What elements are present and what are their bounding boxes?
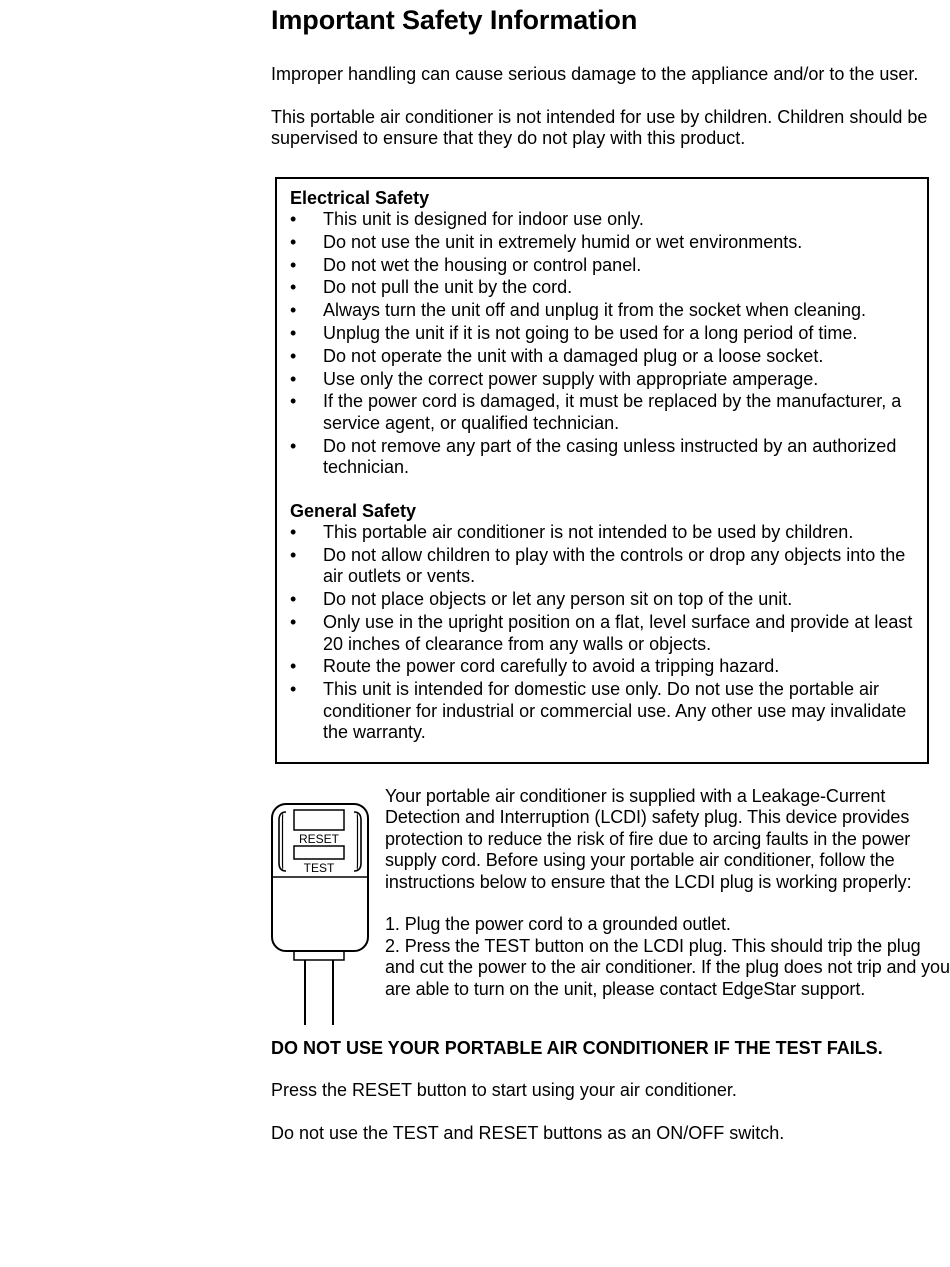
list-item <box>290 679 915 744</box>
bullet-icon: • <box>290 522 297 543</box>
list-item-text: Only use in the upright position on a flat, level surface and provide at least 20 inches of clearance from any walls or objects. <box>323 612 913 654</box>
lcdi-description: Your portable air conditioner is supplied with a Leakage-Current Detection and Interruption (LCDI) safety plug. This device provides protection to reduce the risk of fire due to arcing faults in the power supply cord. Before using your portable air conditioner, follow the instructions below to ensure that the LCDI plug is working properly: <box>385 785 912 892</box>
reset-note: Press the RESET button to start using your air conditioner. <box>271 1080 737 1101</box>
list-item-text: This portable air conditioner is not intended to be used by children. <box>323 522 854 543</box>
list-item-text: This unit is intended for domestic use only. Do not use the portable air conditioner for industrial or commercial use. Any other use may invalidate the warranty. <box>323 679 907 743</box>
test-label: TEST <box>303 860 335 875</box>
list-item <box>290 232 915 254</box>
list-item <box>290 656 915 678</box>
bullet-icon: • <box>290 345 297 366</box>
list-item-text: Do not wet the housing or control panel. <box>323 254 642 275</box>
intro-paragraph-2: This portable air conditioner is not intended for use by children. Children should be supervised to ensure that they do not play with this product. <box>271 106 928 148</box>
list-item-text: If the power cord is damaged, it must be replaced by the manufacturer, a service agent, or qualified technician. <box>323 391 902 433</box>
list-item <box>290 436 915 479</box>
general-safety-heading: General Safety <box>290 500 417 521</box>
bullet-icon: • <box>290 679 297 700</box>
list-item <box>290 255 915 277</box>
lcdi-step-2: 2. Press the TEST button on the LCDI plug. This should trip the plug and cut the power to the air conditioner. If the plug does not trip and you are able to turn on the unit, please contact EdgeStar support. <box>385 935 950 999</box>
list-item <box>290 391 915 434</box>
bullet-icon: • <box>290 589 297 610</box>
list-item <box>290 545 915 588</box>
bullet-icon: • <box>290 209 297 229</box>
list-item-text: Do not allow children to play with the controls or drop any objects into the air outlets or vents. <box>323 544 906 587</box>
bullet-icon: • <box>290 231 297 252</box>
reset-label: RESET <box>298 831 340 846</box>
bullet-icon: • <box>290 391 297 412</box>
list-item-text: Do not remove any part of the casing unless instructed by an authorized technician. <box>323 435 897 478</box>
list-item <box>290 612 915 655</box>
lcdi-text <box>385 786 950 1001</box>
bullet-icon: • <box>290 368 297 389</box>
list-item-text: Do not pull the unit by the cord. <box>323 277 573 298</box>
list-item <box>290 522 915 544</box>
cord-collar <box>294 951 344 960</box>
list-item-text: Route the power cord carefully to avoid a tripping hazard. <box>323 656 780 677</box>
list-item <box>290 277 915 299</box>
lcdi-plug-illustration <box>271 803 371 1027</box>
page-title: Important Safety Information <box>271 5 638 35</box>
electrical-safety-list <box>290 209 915 479</box>
test-failure-warning: DO NOT USE YOUR PORTABLE AIR CONDITIONER IF THE TEST FAILS. <box>271 1037 883 1058</box>
list-item-text: Do not use the unit in extremely humid or wet environments. <box>323 231 803 252</box>
bullet-icon: • <box>290 612 297 633</box>
bullet-icon: • <box>290 544 297 565</box>
list-item <box>290 209 915 231</box>
safety-box <box>275 177 929 764</box>
list-item-text: Always turn the unit off and unplug it from the socket when cleaning. <box>323 300 866 321</box>
list-item-text: Do not operate the unit with a damaged plug or a loose socket. <box>323 345 824 366</box>
list-item <box>290 589 915 611</box>
document-page <box>271 0 950 1144</box>
bullet-icon: • <box>290 322 297 343</box>
lcdi-section <box>271 785 950 1018</box>
electrical-safety-heading: Electrical Safety <box>290 187 430 208</box>
switch-note: Do not use the TEST and RESET buttons as an ON/OFF switch. <box>271 1122 785 1143</box>
intro-paragraph-1: Improper handling can cause serious damage to the appliance and/or to the user. <box>271 64 919 84</box>
list-item <box>290 323 915 345</box>
list-item-text: Unplug the unit if it is not going to be used for a long period of time. <box>323 322 858 343</box>
list-item-text: Use only the correct power supply with appropriate amperage. <box>323 368 819 389</box>
test-button-shape <box>294 846 344 859</box>
list-item <box>290 300 915 322</box>
bullet-icon: • <box>290 656 297 677</box>
bullet-icon: • <box>290 300 297 321</box>
reset-button-shape <box>294 810 344 830</box>
list-item-text: This unit is designed for indoor use only. <box>323 209 644 229</box>
bullet-icon: • <box>290 435 297 456</box>
lcdi-step-1: 1. Plug the power cord to a grounded outlet. <box>385 914 731 935</box>
bullet-icon: • <box>290 254 297 275</box>
list-item-text: Do not place objects or let any person sit on top of the unit. <box>323 589 793 610</box>
list-item <box>290 369 915 391</box>
bullet-icon: • <box>290 277 297 298</box>
list-item <box>290 346 915 368</box>
general-safety-list <box>290 522 915 743</box>
